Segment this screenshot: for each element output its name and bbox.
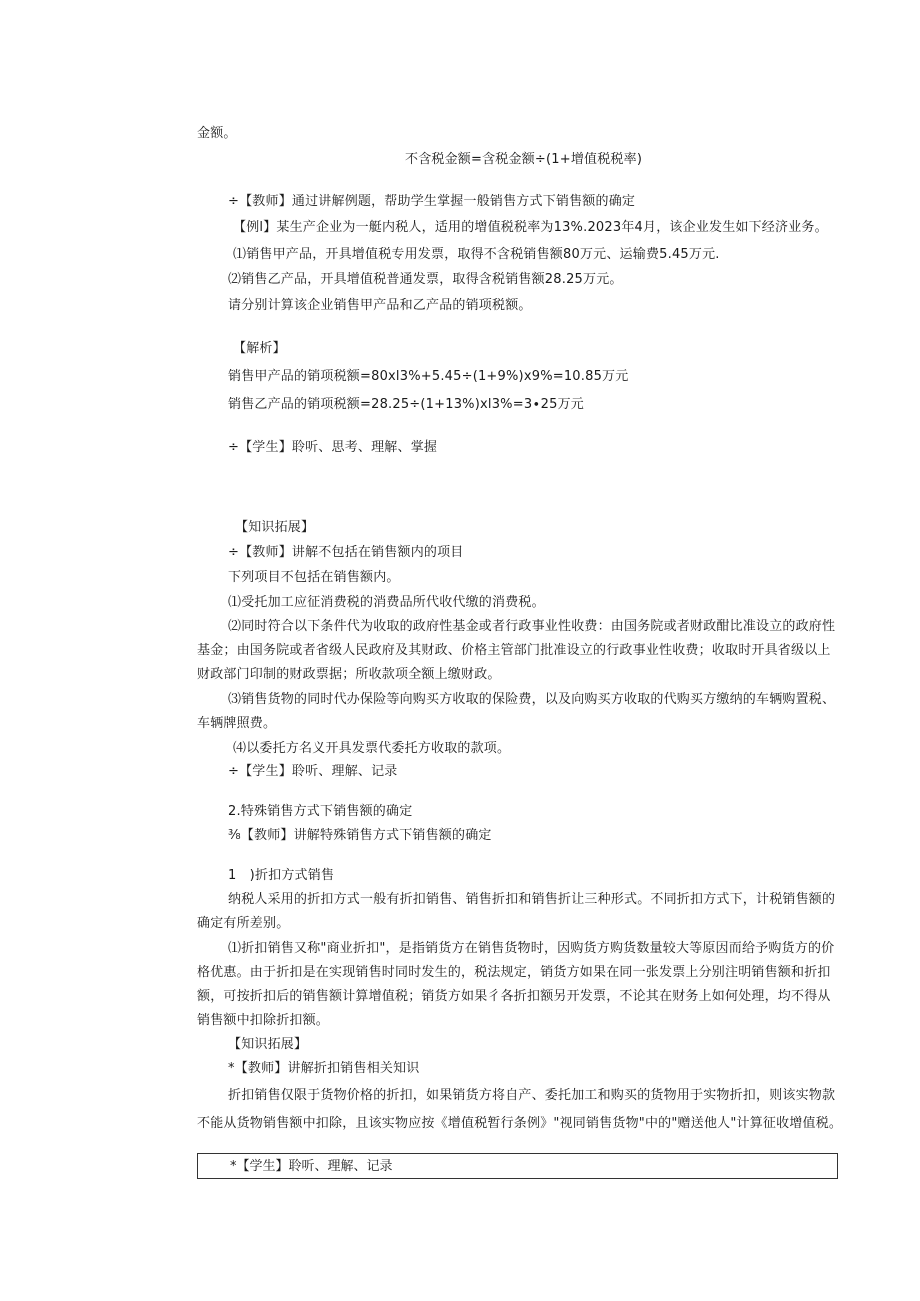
example-line: 【例l】某生产企业为一艇内税人，适用的增值税税率为13%.2023年4月，该企业发生如下经济业务。	[233, 220, 828, 235]
text-line: 格优惠。由于折扣是在实现销售时同时发生的，税法规定，销货方如果在同一张发票上分别注明销售额和折扣	[197, 965, 831, 980]
teacher-line: ÷【教师】通过讲解例题，帮助学生掌握一般销售方式下销售额的确定	[228, 194, 636, 209]
text-line: 额，可按折扣后的销售额计算增值税；销货方如果彳各折扣额另开发票，不论其在财务上如何处理，均不得从	[197, 989, 831, 1004]
student-line: *【学生】聆听、理解、记录	[230, 1159, 393, 1174]
knowledge-heading: 【知识拓展】	[235, 520, 315, 535]
text-line: ⑵同时符合以下条件代为收取的政府性基金或者行政事业性收费：由国务院或者财政酣比准设立的政府性	[228, 619, 836, 634]
text-line: 请分别计算该企业销售甲产品和乙产品的销项税额。	[228, 298, 532, 313]
teacher-line: ÷【教师】讲解不包括在销售额内的项目	[228, 545, 464, 560]
text-line: ⑴受托加工应征消费税的消费品所代收代缴的消费税。	[228, 595, 545, 610]
calc-line: 销售甲产品的销项税额=80xl3%+5.45÷(1+9%)x9%=10.85万元	[228, 369, 629, 384]
formula-line: 不含税金额=含税金额÷(1+增值税税率)	[405, 152, 643, 167]
text-line: 销售额中扣除折扣额。	[197, 1013, 330, 1028]
teacher-line: ⅜【教师】讲解特殊销售方式下销售额的确定	[228, 828, 492, 843]
text-line: 纳税人采用的折扣方式一般有折扣销售、销售折扣和销售折让三种形式。不同折扣方式下，计税销售额的	[228, 892, 836, 907]
text-line: 下列项目不包括在销售额内。	[228, 570, 400, 585]
text-line: ⑵销售乙产品，开具增值税普通发票，取得含税销售额28.25万元。	[228, 272, 623, 287]
calc-line: 销售乙产品的销项税额=28.25÷(1+13%)xl3%=3∙25万元	[228, 397, 584, 412]
text-line: ⑶销售货物的同时代办保险等向购买方收取的保险费，以及向购买方收取的代购买方缴纳的车辆购置税、	[228, 692, 836, 707]
text-line: 财政部门印制的财政票据；所收款项全额上缴财政。	[197, 667, 501, 682]
knowledge-heading: 【知识拓展】	[228, 1037, 308, 1052]
text-line: 不能从货物销售额中扣除，且该实物应按《增值税暂行条例》"视同销售货物"中的"赠送他人"计算征收增值税。	[197, 1116, 843, 1131]
text-line: 车辆牌照费。	[197, 716, 277, 731]
text-line: ⑴销售甲产品，开具增值税专用发票，取得不含税销售额80万元、运输费5.45万元.	[233, 247, 720, 262]
text-line: 折扣销售仅限于货物价格的折扣，如果销货方将自产、委托加工和购买的货物用于实物折扣，则该实物款	[228, 1088, 836, 1103]
student-line: ÷【学生】聆听、理解、记录	[228, 764, 398, 779]
student-line: ÷【学生】聆听、思考、理解、掌握	[228, 440, 438, 455]
text-line: ⑴折扣销售又称"商业折扣"，是指销货方在销售货物时，因购货方购货数量较大等原因而给予购货方的价	[228, 941, 835, 956]
text-line: 基金；由国务院或者省级人民政府及其财政、价格主管部门批准设立的行政事业性收费；收取时开具省级以上	[197, 643, 831, 658]
teacher-line: *【教师】讲解折扣销售相关知识	[228, 1061, 420, 1076]
text-line: ⑷以委托方名义开具发票代委托方收取的款项。	[233, 741, 511, 756]
text-line: 金额。	[197, 126, 237, 141]
section-heading: 2.特殊销售方式下销售额的确定	[228, 804, 413, 819]
text-line: 确定有所差别。	[197, 916, 290, 931]
subsection-heading: 1 )折扣方式销售	[228, 868, 335, 883]
analysis-heading: 【解析】	[233, 341, 286, 356]
student-note-box	[197, 1153, 838, 1179]
